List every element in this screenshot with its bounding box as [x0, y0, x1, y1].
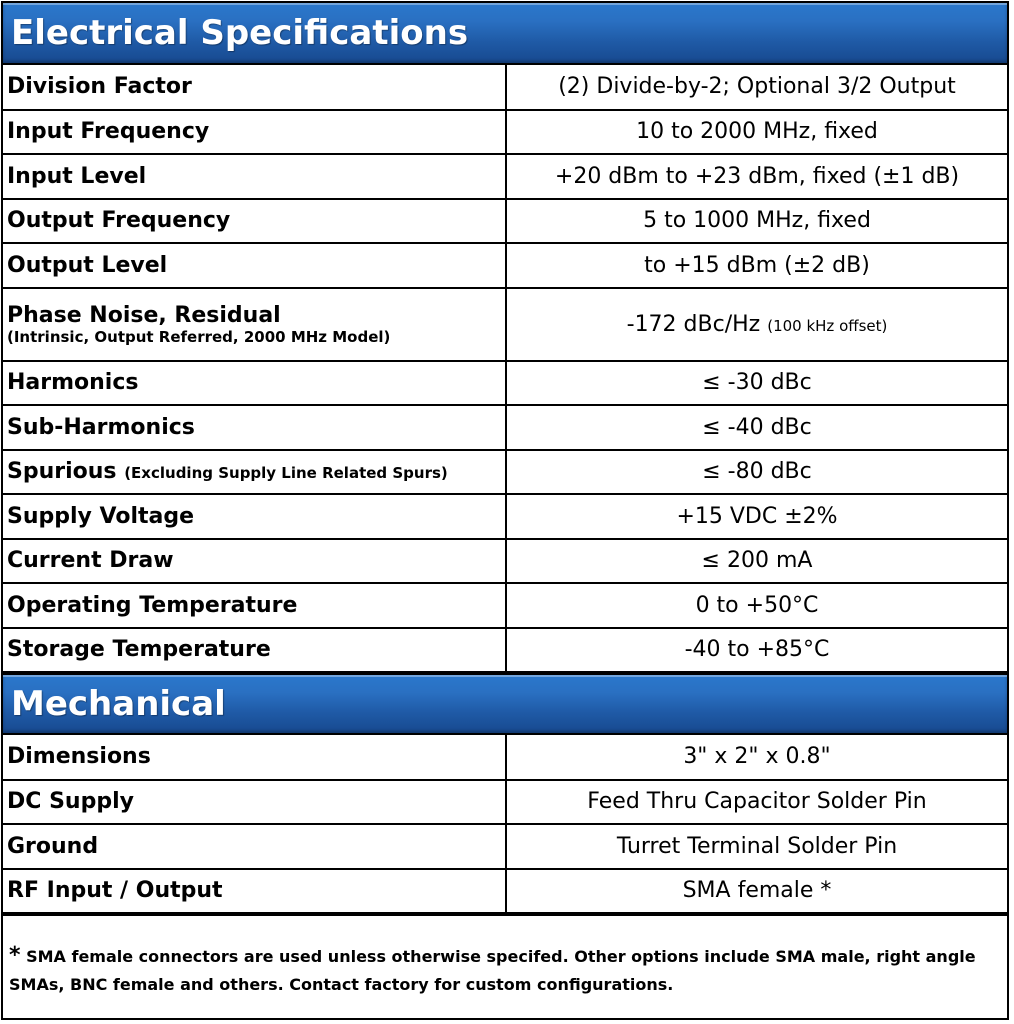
spec-sublabel: (Excluding Supply Line Related Spurs)	[124, 464, 448, 483]
spec-label: Dimensions	[3, 735, 506, 780]
footnote-text: SMA female connectors are used unless otherwise specifed. Other options include SMA male, right angle SMAs, BNC female and others. Contact factory for custom configurations.	[9, 947, 976, 994]
spec-label-cell	[3, 288, 506, 361]
table-row	[3, 405, 1007, 450]
spec-label: Input Frequency	[3, 110, 506, 155]
table-row	[3, 154, 1007, 199]
spec-label: Supply Voltage	[3, 494, 506, 539]
spec-value-note: (100 kHz offset)	[767, 316, 888, 335]
table-row	[3, 539, 1007, 584]
mechanical-header: Mechanical	[3, 673, 1007, 735]
table-row	[3, 494, 1007, 539]
footnote	[3, 914, 1007, 1020]
spec-value: ≤ -30 dBc	[506, 361, 1007, 406]
table-row	[3, 361, 1007, 406]
spec-value: +15 VDC ±2%	[506, 494, 1007, 539]
electrical-specifications-table	[3, 65, 1007, 673]
table-row	[3, 824, 1007, 869]
spec-value: to +15 dBm (±2 dB)	[506, 243, 1007, 288]
table-row	[3, 450, 1007, 495]
spec-value: -40 to +85°C	[506, 628, 1007, 673]
table-row	[3, 869, 1007, 914]
spec-value: (2) Divide-by-2; Optional 3/2 Output	[506, 65, 1007, 110]
spec-label: DC Supply	[3, 780, 506, 825]
table-row	[3, 243, 1007, 288]
spec-value: SMA female *	[506, 869, 1007, 914]
spec-label-cell	[3, 450, 506, 495]
spec-value: 3" x 2" x 0.8"	[506, 735, 1007, 780]
spec-label: Output Frequency	[3, 199, 506, 244]
spec-value: ≤ 200 mA	[506, 539, 1007, 584]
spec-value: 10 to 2000 MHz, fixed	[506, 110, 1007, 155]
spec-label: Ground	[3, 824, 506, 869]
spec-label: Harmonics	[3, 361, 506, 406]
spec-sheet	[1, 1, 1009, 1020]
spec-value: Feed Thru Capacitor Solder Pin	[506, 780, 1007, 825]
spec-value: -172 dBc/Hz	[626, 311, 761, 337]
spec-value: ≤ -40 dBc	[506, 405, 1007, 450]
table-row	[3, 199, 1007, 244]
spec-label: Spurious	[7, 459, 117, 485]
table-row	[3, 628, 1007, 673]
spec-label: Phase Noise, Residual	[7, 302, 281, 328]
spec-value: 0 to +50°C	[506, 583, 1007, 628]
spec-label: Storage Temperature	[3, 628, 506, 673]
table-row	[3, 288, 1007, 361]
spec-label: Division Factor	[3, 65, 506, 110]
spec-value: +20 dBm to +23 dBm, fixed (±1 dB)	[506, 154, 1007, 199]
spec-value: Turret Terminal Solder Pin	[506, 824, 1007, 869]
spec-label: Operating Temperature	[3, 583, 506, 628]
spec-label: Input Level	[3, 154, 506, 199]
spec-value-cell	[506, 288, 1007, 361]
table-row	[3, 65, 1007, 110]
spec-label: Output Level	[3, 243, 506, 288]
spec-label: RF Input / Output	[3, 869, 506, 914]
spec-label: Sub-Harmonics	[3, 405, 506, 450]
spec-value: ≤ -80 dBc	[506, 450, 1007, 495]
table-row	[3, 735, 1007, 780]
footnote-asterisk: *	[9, 943, 21, 968]
electrical-specifications-header: Electrical Specifications	[3, 3, 1007, 65]
table-row	[3, 780, 1007, 825]
table-row	[3, 110, 1007, 155]
mechanical-table	[3, 735, 1007, 914]
spec-sublabel: (Intrinsic, Output Referred, 2000 MHz Model)	[7, 327, 391, 346]
spec-value: 5 to 1000 MHz, fixed	[506, 199, 1007, 244]
table-row	[3, 583, 1007, 628]
spec-label: Current Draw	[3, 539, 506, 584]
